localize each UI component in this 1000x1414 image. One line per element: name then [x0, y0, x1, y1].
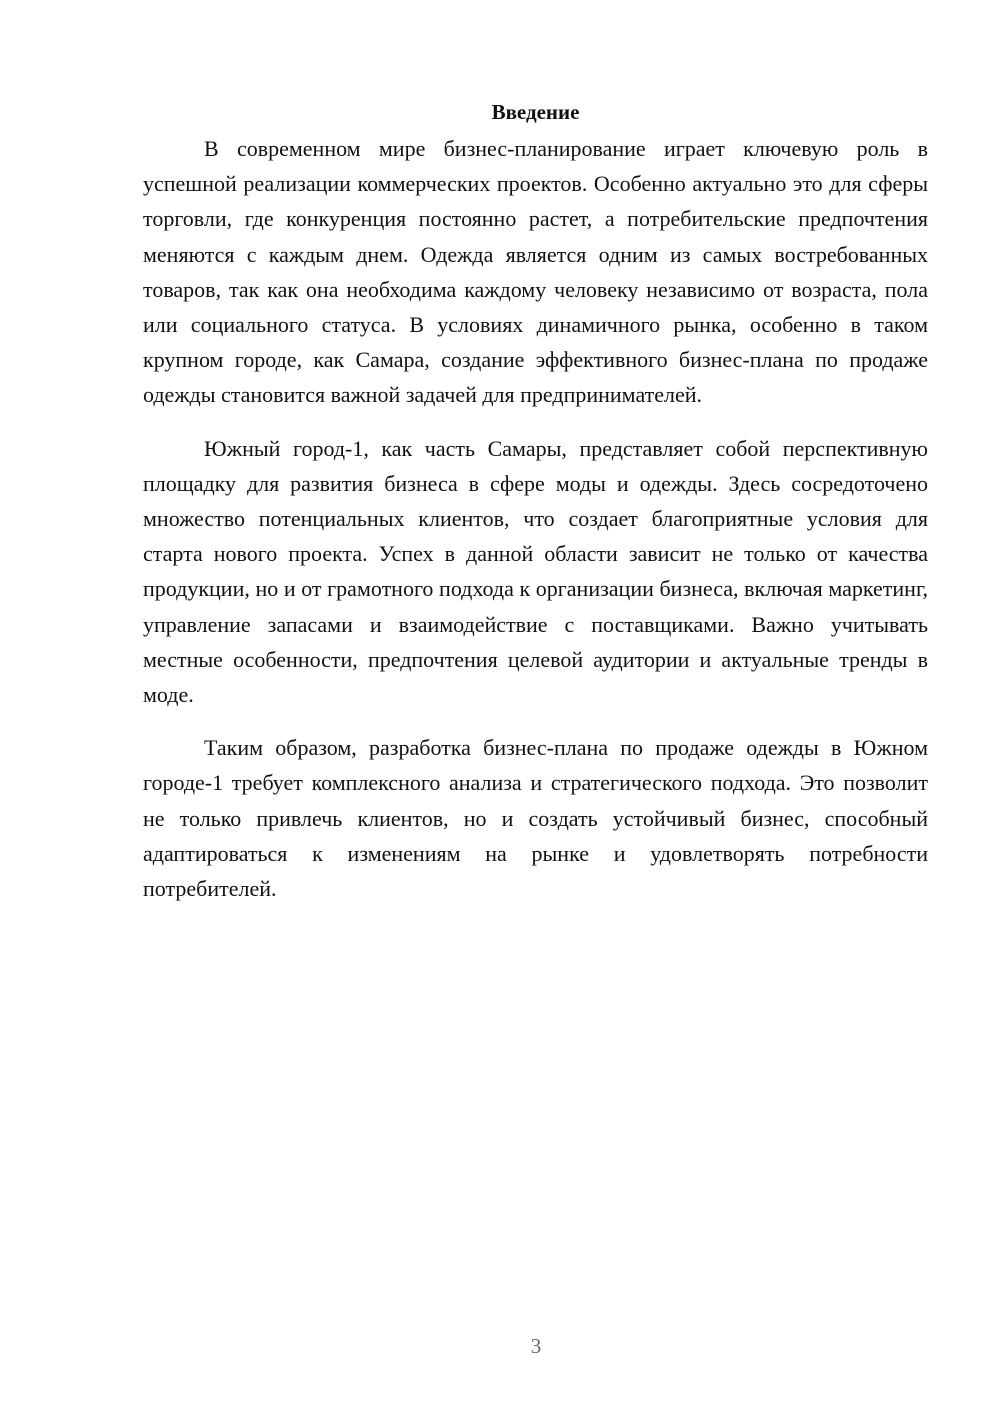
paragraph-3: Таким образом, разработка бизнес-плана по продаже одежды в Южном городе-1 требует комплексного анализа и стратегического подхода. Это позволит не только привлечь клиентов, но и создать устойчивый бизнес, способный адаптироваться к изменениям на рынке и удовлетворять потребности потребителей.	[143, 735, 928, 902]
paragraph-1: В современном мире бизнес-планирование играет ключевую роль в успешной реализации коммерческих проектов. Особенно актуально это для сферы торговли, где конкуренция постоянно растет, а потребительские предпочтения меняются с каждым днем. Одежда является одним из самых востребованных товаров, так как она необходима каждому человеку независимо от возраста, пола или социального статуса. В условиях динамичного рынка, особенно в таком крупном городе, как Самара, создание эффективного бизнес-плана по продаже одежды становится важной задачей для предпринимателей.	[143, 136, 928, 408]
paragraph-2: Южный город-1, как часть Самары, представляет собой перспективную площадку для развития бизнеса в сфере моды и одежды. Здесь сосредоточено множество потенциальных клиентов, что создает благоприятные условия для старта нового проекта. Успех в данной области зависит не только от качества продукции, но и от грамотного подхода к организации бизнеса, включая маркетинг, управление запасами и взаимодействие с поставщиками. Важно учитывать местные особенности, предпочтения целевой аудитории и актуальные тренды в моде.	[143, 435, 928, 708]
page-number: 3	[530, 1334, 542, 1358]
section-title: Введение	[491, 100, 580, 124]
document-body	[143, 97, 928, 924]
